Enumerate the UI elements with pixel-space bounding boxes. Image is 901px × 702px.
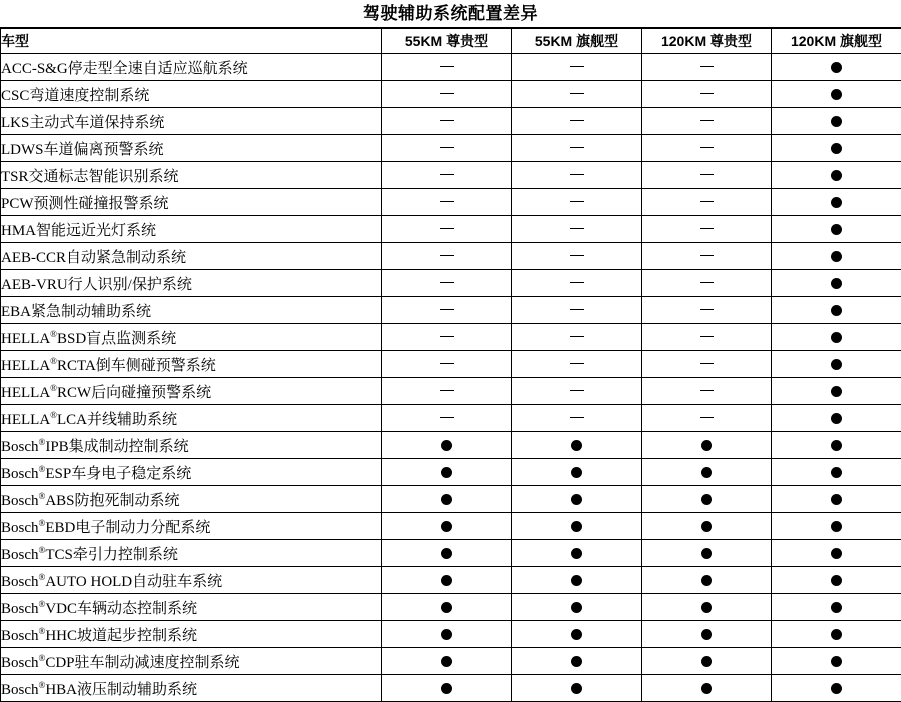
cell-included — [772, 189, 901, 216]
cell-included — [772, 54, 901, 81]
filled-circle-icon — [441, 467, 452, 478]
dash-icon — [440, 282, 454, 283]
cell-included — [512, 648, 642, 675]
cell-not-included — [382, 243, 512, 270]
dash-icon — [440, 417, 454, 418]
filled-circle-icon — [831, 116, 842, 127]
table-row — [1, 135, 901, 162]
column-header-variant-1: 55KM 尊贵型 — [382, 29, 512, 54]
cell-not-included — [642, 243, 772, 270]
table-header-row — [1, 29, 901, 54]
dash-icon — [440, 120, 454, 121]
cell-not-included — [382, 189, 512, 216]
table-row — [1, 459, 901, 486]
dash-icon — [700, 282, 714, 283]
cell-not-included — [512, 297, 642, 324]
filled-circle-icon — [441, 575, 452, 586]
feature-label: Bosch®IPB集成制动控制系统 — [1, 432, 382, 459]
filled-circle-icon — [571, 575, 582, 586]
cell-included — [512, 513, 642, 540]
feature-label: LDWS车道偏离预警系统 — [1, 135, 382, 162]
cell-not-included — [642, 378, 772, 405]
cell-included — [512, 594, 642, 621]
filled-circle-icon — [831, 170, 842, 181]
dash-icon — [700, 309, 714, 310]
table-row — [1, 594, 901, 621]
table-row — [1, 621, 901, 648]
table-row — [1, 270, 901, 297]
feature-label: PCW预测性碰撞报警系统 — [1, 189, 382, 216]
cell-included — [382, 648, 512, 675]
cell-included — [642, 432, 772, 459]
cell-included — [642, 594, 772, 621]
dash-icon — [570, 147, 584, 148]
filled-circle-icon — [831, 548, 842, 559]
feature-label: AEB-VRU行人识别/保护系统 — [1, 270, 382, 297]
table-row — [1, 675, 901, 702]
table-row — [1, 648, 901, 675]
filled-circle-icon — [831, 62, 842, 73]
table-row — [1, 405, 901, 432]
filled-circle-icon — [441, 521, 452, 532]
cell-not-included — [642, 297, 772, 324]
dash-icon — [570, 66, 584, 67]
dash-icon — [700, 255, 714, 256]
dash-icon — [440, 255, 454, 256]
table-body — [1, 54, 901, 702]
cell-included — [772, 648, 901, 675]
cell-included — [772, 459, 901, 486]
dash-icon — [700, 66, 714, 67]
filled-circle-icon — [441, 494, 452, 505]
feature-label: Bosch®ESP车身电子稳定系统 — [1, 459, 382, 486]
column-header-model: 车型 — [1, 29, 382, 54]
filled-circle-icon — [831, 629, 842, 640]
dash-icon — [440, 147, 454, 148]
cell-not-included — [512, 378, 642, 405]
filled-circle-icon — [441, 656, 452, 667]
filled-circle-icon — [701, 548, 712, 559]
cell-included — [772, 378, 901, 405]
cell-not-included — [642, 405, 772, 432]
dash-icon — [700, 147, 714, 148]
cell-included — [772, 405, 901, 432]
table-row — [1, 54, 901, 81]
filled-circle-icon — [831, 521, 842, 532]
table-row — [1, 378, 901, 405]
cell-included — [642, 486, 772, 513]
feature-label: HELLA®LCA并线辅助系统 — [1, 405, 382, 432]
cell-included — [772, 324, 901, 351]
cell-not-included — [382, 162, 512, 189]
cell-included — [772, 594, 901, 621]
filled-circle-icon — [441, 440, 452, 451]
filled-circle-icon — [571, 683, 582, 694]
feature-label: Bosch®VDC车辆动态控制系统 — [1, 594, 382, 621]
feature-label: Bosch®HHC坡道起步控制系统 — [1, 621, 382, 648]
filled-circle-icon — [831, 224, 842, 235]
table-row — [1, 81, 901, 108]
page-title: 驾驶辅助系统配置差异 — [0, 0, 901, 28]
filled-circle-icon — [571, 440, 582, 451]
cell-included — [512, 486, 642, 513]
filled-circle-icon — [571, 521, 582, 532]
filled-circle-icon — [701, 683, 712, 694]
cell-included — [772, 216, 901, 243]
cell-included — [642, 621, 772, 648]
cell-not-included — [382, 351, 512, 378]
filled-circle-icon — [571, 629, 582, 640]
filled-circle-icon — [831, 467, 842, 478]
feature-label: LKS主动式车道保持系统 — [1, 108, 382, 135]
dash-icon — [700, 417, 714, 418]
filled-circle-icon — [831, 602, 842, 613]
table-row — [1, 216, 901, 243]
feature-label: Bosch®AUTO HOLD自动驻车系统 — [1, 567, 382, 594]
cell-not-included — [512, 270, 642, 297]
cell-included — [512, 540, 642, 567]
dash-icon — [440, 363, 454, 364]
filled-circle-icon — [831, 278, 842, 289]
dash-icon — [440, 228, 454, 229]
filled-circle-icon — [701, 575, 712, 586]
feature-label: HELLA®BSD盲点监测系统 — [1, 324, 382, 351]
cell-not-included — [642, 162, 772, 189]
column-header-variant-2: 55KM 旗舰型 — [512, 29, 642, 54]
dash-icon — [570, 336, 584, 337]
cell-included — [642, 675, 772, 702]
column-header-variant-3: 120KM 尊贵型 — [642, 29, 772, 54]
cell-not-included — [642, 54, 772, 81]
dash-icon — [700, 120, 714, 121]
dash-icon — [570, 390, 584, 391]
dash-icon — [440, 66, 454, 67]
cell-included — [382, 540, 512, 567]
dash-icon — [570, 174, 584, 175]
filled-circle-icon — [701, 521, 712, 532]
table-row — [1, 297, 901, 324]
cell-included — [382, 459, 512, 486]
filled-circle-icon — [441, 602, 452, 613]
cell-included — [772, 243, 901, 270]
filled-circle-icon — [831, 89, 842, 100]
cell-included — [772, 162, 901, 189]
feature-label: Bosch®EBD电子制动力分配系统 — [1, 513, 382, 540]
cell-not-included — [512, 162, 642, 189]
table-row — [1, 486, 901, 513]
dash-icon — [570, 363, 584, 364]
cell-included — [772, 270, 901, 297]
filled-circle-icon — [831, 359, 842, 370]
filled-circle-icon — [831, 251, 842, 262]
filled-circle-icon — [441, 548, 452, 559]
table-row — [1, 108, 901, 135]
cell-not-included — [382, 108, 512, 135]
cell-not-included — [642, 270, 772, 297]
cell-included — [382, 675, 512, 702]
cell-not-included — [382, 297, 512, 324]
filled-circle-icon — [831, 197, 842, 208]
cell-not-included — [382, 54, 512, 81]
dash-icon — [700, 336, 714, 337]
dash-icon — [570, 93, 584, 94]
cell-not-included — [382, 81, 512, 108]
column-header-variant-4: 120KM 旗舰型 — [772, 29, 901, 54]
table-row — [1, 513, 901, 540]
dash-icon — [700, 93, 714, 94]
cell-not-included — [512, 243, 642, 270]
cell-not-included — [642, 351, 772, 378]
filled-circle-icon — [831, 413, 842, 424]
dash-icon — [700, 228, 714, 229]
cell-included — [642, 513, 772, 540]
cell-not-included — [642, 108, 772, 135]
feature-label: HMA智能远近光灯系统 — [1, 216, 382, 243]
feature-label: TSR交通标志智能识别系统 — [1, 162, 382, 189]
cell-included — [772, 675, 901, 702]
filled-circle-icon — [701, 494, 712, 505]
cell-not-included — [512, 135, 642, 162]
cell-not-included — [642, 324, 772, 351]
cell-included — [772, 567, 901, 594]
table-row — [1, 162, 901, 189]
dash-icon — [440, 174, 454, 175]
cell-included — [512, 459, 642, 486]
cell-not-included — [512, 351, 642, 378]
dash-icon — [570, 201, 584, 202]
filled-circle-icon — [831, 305, 842, 316]
cell-not-included — [642, 135, 772, 162]
cell-not-included — [382, 216, 512, 243]
cell-included — [772, 351, 901, 378]
cell-included — [642, 648, 772, 675]
cell-included — [772, 513, 901, 540]
dash-icon — [440, 390, 454, 391]
dash-icon — [570, 228, 584, 229]
table-row — [1, 432, 901, 459]
table-row — [1, 351, 901, 378]
cell-not-included — [512, 405, 642, 432]
cell-included — [772, 540, 901, 567]
cell-not-included — [382, 405, 512, 432]
dash-icon — [700, 390, 714, 391]
feature-label: EBA紧急制动辅助系统 — [1, 297, 382, 324]
cell-not-included — [512, 54, 642, 81]
feature-label: CSC弯道速度控制系统 — [1, 81, 382, 108]
spec-table — [0, 28, 901, 702]
dash-icon — [440, 336, 454, 337]
dash-icon — [700, 201, 714, 202]
cell-included — [772, 297, 901, 324]
cell-included — [772, 81, 901, 108]
filled-circle-icon — [831, 575, 842, 586]
cell-included — [382, 432, 512, 459]
cell-not-included — [382, 270, 512, 297]
cell-included — [772, 486, 901, 513]
dash-icon — [440, 93, 454, 94]
feature-label: Bosch®TCS牵引力控制系统 — [1, 540, 382, 567]
feature-label: Bosch®HBA液压制动辅助系统 — [1, 675, 382, 702]
filled-circle-icon — [831, 386, 842, 397]
cell-included — [512, 567, 642, 594]
cell-not-included — [382, 135, 512, 162]
filled-circle-icon — [831, 683, 842, 694]
table-row — [1, 567, 901, 594]
feature-label: ACC-S&G停走型全速自适应巡航系统 — [1, 54, 382, 81]
dash-icon — [570, 417, 584, 418]
cell-included — [642, 540, 772, 567]
filled-circle-icon — [701, 656, 712, 667]
filled-circle-icon — [571, 494, 582, 505]
cell-included — [512, 675, 642, 702]
dash-icon — [570, 255, 584, 256]
filled-circle-icon — [831, 143, 842, 154]
filled-circle-icon — [441, 683, 452, 694]
cell-included — [382, 567, 512, 594]
dash-icon — [570, 282, 584, 283]
cell-not-included — [512, 216, 642, 243]
table-row — [1, 189, 901, 216]
cell-not-included — [512, 81, 642, 108]
feature-label: Bosch®CDP驻车制动减速度控制系统 — [1, 648, 382, 675]
dash-icon — [700, 363, 714, 364]
cell-not-included — [512, 108, 642, 135]
filled-circle-icon — [701, 467, 712, 478]
cell-included — [512, 432, 642, 459]
filled-circle-icon — [831, 440, 842, 451]
cell-included — [382, 621, 512, 648]
cell-not-included — [382, 378, 512, 405]
filled-circle-icon — [831, 656, 842, 667]
cell-included — [642, 459, 772, 486]
cell-included — [772, 432, 901, 459]
cell-not-included — [382, 324, 512, 351]
cell-included — [772, 135, 901, 162]
table-row — [1, 540, 901, 567]
filled-circle-icon — [831, 494, 842, 505]
cell-not-included — [512, 189, 642, 216]
filled-circle-icon — [701, 602, 712, 613]
cell-not-included — [642, 81, 772, 108]
dash-icon — [700, 174, 714, 175]
dash-icon — [570, 309, 584, 310]
table-row — [1, 324, 901, 351]
cell-included — [382, 594, 512, 621]
filled-circle-icon — [701, 440, 712, 451]
filled-circle-icon — [571, 548, 582, 559]
table-row — [1, 243, 901, 270]
cell-included — [642, 567, 772, 594]
cell-included — [772, 621, 901, 648]
cell-not-included — [642, 189, 772, 216]
cell-included — [382, 513, 512, 540]
cell-not-included — [512, 324, 642, 351]
cell-included — [382, 486, 512, 513]
filled-circle-icon — [831, 332, 842, 343]
filled-circle-icon — [571, 656, 582, 667]
cell-included — [772, 108, 901, 135]
dash-icon — [440, 309, 454, 310]
filled-circle-icon — [701, 629, 712, 640]
feature-label: AEB-CCR自动紧急制动系统 — [1, 243, 382, 270]
dash-icon — [570, 120, 584, 121]
filled-circle-icon — [571, 467, 582, 478]
feature-label: HELLA®RCW后向碰撞预警系统 — [1, 378, 382, 405]
feature-label: Bosch®ABS防抱死制动系统 — [1, 486, 382, 513]
filled-circle-icon — [441, 629, 452, 640]
dash-icon — [440, 201, 454, 202]
cell-not-included — [642, 216, 772, 243]
feature-label: HELLA®RCTA倒车侧碰预警系统 — [1, 351, 382, 378]
filled-circle-icon — [571, 602, 582, 613]
cell-included — [512, 621, 642, 648]
